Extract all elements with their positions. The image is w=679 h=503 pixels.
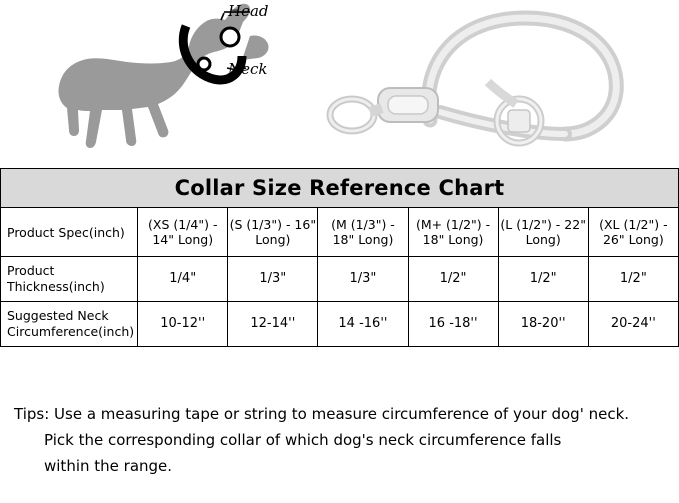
chart-title: Collar Size Reference Chart	[1, 169, 679, 208]
column-header-xl: (XL (1/2") - 26" Long)	[588, 208, 678, 257]
table-header-row	[1, 208, 679, 257]
column-header-m-plus: (M+ (1/2") - 18" Long)	[408, 208, 498, 257]
cell-neck-m-plus: 16 -18''	[408, 302, 498, 347]
cell-thickness-s: 1/3"	[228, 257, 318, 302]
size-chart-table	[0, 168, 679, 347]
cell-thickness-xs: 1/4"	[138, 257, 228, 302]
table-row	[1, 302, 679, 347]
collar-size-reference-chart	[0, 168, 679, 347]
column-header-m: (M (1/3") - 18" Long)	[318, 208, 408, 257]
column-header-spec: Product Spec(inch)	[1, 208, 138, 257]
tips-line-3: within the range.	[44, 457, 173, 475]
tips-section	[0, 393, 679, 479]
cell-neck-xl: 20-24''	[588, 302, 678, 347]
dog-neck-label: Neck	[228, 60, 268, 78]
cell-neck-s: 12-14''	[228, 302, 318, 347]
column-header-xs: (XS (1/4") - 14" Long)	[138, 208, 228, 257]
row-label-neck-circumference: Suggested Neck Circumference(inch)	[1, 302, 138, 347]
column-header-l: (L (1/2") - 22" Long)	[498, 208, 588, 257]
dog-collar-icon	[320, 0, 670, 168]
tips-line-1: Tips: Use a measuring tape or string to measure circumference of your dog' neck.	[14, 405, 630, 423]
cell-neck-l: 18-20''	[498, 302, 588, 347]
cell-thickness-xl: 1/2"	[588, 257, 678, 302]
cell-thickness-l: 1/2"	[498, 257, 588, 302]
dog-silhouette-icon	[18, 0, 308, 168]
tips-line-2: Pick the corresponding collar of which dog's neck circumference falls	[44, 431, 562, 449]
column-header-s: (S (1/3") - 16" Long)	[228, 208, 318, 257]
cell-thickness-m: 1/3"	[318, 257, 408, 302]
cell-thickness-m-plus: 1/2"	[408, 257, 498, 302]
dog-head-label: Head	[228, 2, 269, 20]
row-label-thickness: Product Thickness(inch)	[1, 257, 138, 302]
table-row	[1, 257, 679, 302]
table-title-row	[1, 169, 679, 208]
cell-neck-m: 14 -16''	[318, 302, 408, 347]
illustration-area	[0, 0, 679, 168]
cell-neck-xs: 10-12''	[138, 302, 228, 347]
